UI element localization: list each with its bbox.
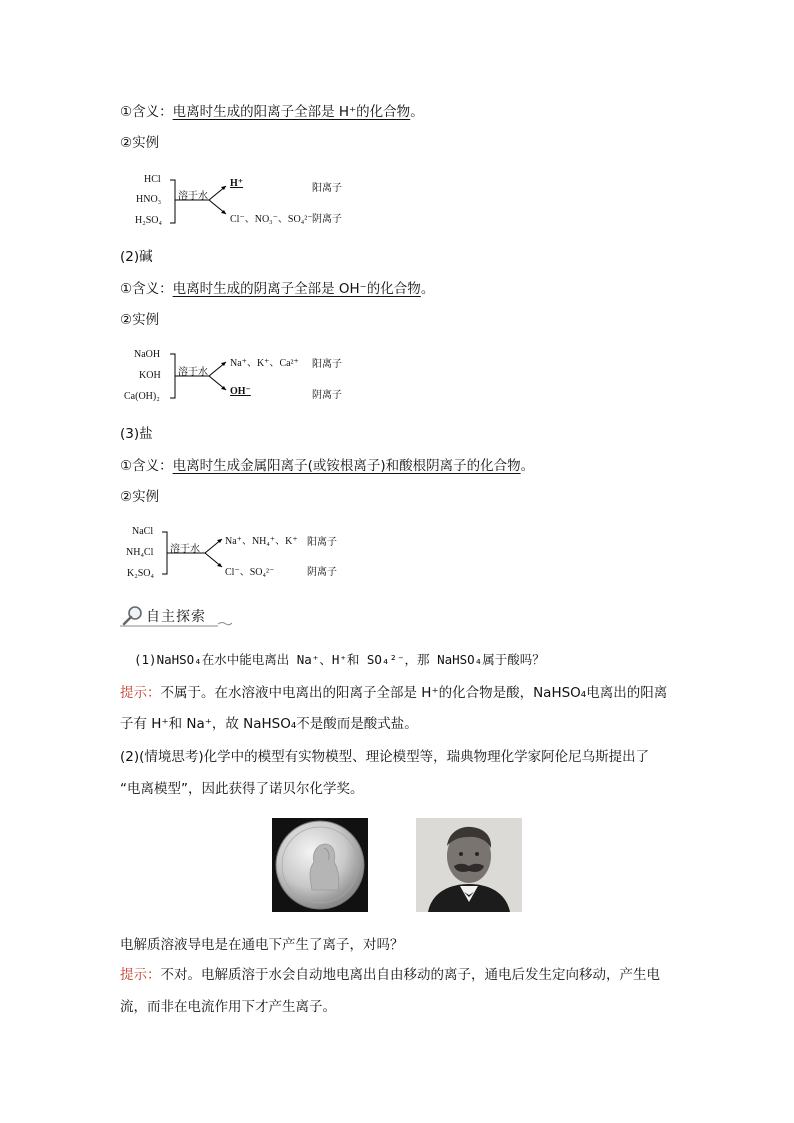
salt-definition-end: 。	[520, 458, 535, 474]
acid-definition-prefix: ①含义：	[120, 104, 173, 120]
salt-heading: (3)盐	[120, 426, 153, 442]
question-2-line-2: “电离模型”，因此获得了诺贝尔化学奖。	[120, 781, 364, 797]
answer-3-line-1	[120, 965, 660, 985]
salt-solvent: 溶于水	[170, 544, 200, 555]
base-left-3: Ca(OH)₂	[124, 391, 160, 402]
base-definition-end: 。	[420, 281, 435, 297]
hint-label-3: 提示：	[120, 967, 161, 983]
base-definition-prefix: ①含义：	[120, 281, 173, 297]
question-1: (1)NaHSO₄在水中能电离出 Na⁺、H⁺和 SO₄²⁻，那 NaHSO₄属于酸吗？	[134, 652, 545, 667]
banner-title: 自主探索	[146, 609, 206, 625]
acid-ion-top: H⁺	[230, 178, 244, 189]
base-left-2: KOH	[139, 370, 161, 381]
salt-definition: 电离时生成金属阳离子(或铵根离子)和酸根阴离子的化合物	[172, 458, 521, 474]
salt-ion-top: Na⁺、NH₄⁺、K⁺	[225, 536, 298, 547]
salt-example-label: ②实例	[120, 489, 160, 505]
portrait-illustration	[416, 818, 522, 912]
base-ionization-diagram	[112, 346, 392, 412]
salt-left-1: NaCl	[132, 526, 154, 537]
acid-label-bottom: 阴离子	[312, 214, 342, 225]
acid-definition-line	[120, 102, 424, 122]
base-solvent: 溶于水	[178, 367, 208, 378]
answer-1-line-2: 子有 H⁺和 Na⁺，故 NaHSO₄不是酸而是酸式盐。	[120, 716, 418, 732]
salt-ion-bottom: Cl⁻、SO₄²⁻	[225, 567, 275, 578]
acid-left-3: H₂SO₄	[135, 215, 162, 226]
acid-definition-end: 。	[410, 104, 424, 120]
acid-left-2: HNO₃	[136, 194, 162, 205]
salt-label-top: 阳离子	[307, 537, 337, 548]
salt-definition-prefix: ①含义：	[120, 458, 173, 474]
answer-3-text-1: 不对。电解质溶于水会自动地电离出自由移动的离子，通电后发生定向移动，产生电	[160, 967, 660, 983]
arrhenius-portrait-image	[416, 818, 522, 912]
base-heading: (2)碱	[120, 249, 153, 265]
acid-definition: 电离时生成的阳离子全部是 H⁺的化合物	[172, 104, 411, 120]
answer-1-line-1	[120, 683, 667, 703]
salt-left-3: K₂SO₄	[127, 568, 154, 579]
base-left-1: NaOH	[134, 349, 161, 360]
base-definition-line	[120, 279, 434, 299]
magnifier-icon	[122, 605, 144, 627]
salt-definition-line	[120, 456, 534, 476]
salt-ionization-diagram	[112, 523, 392, 589]
base-definition: 电离时生成的阴离子全部是 OH⁻的化合物	[172, 281, 421, 297]
base-ion-bottom: OH⁻	[230, 386, 251, 397]
question-2-line-1: (2)(情境思考)化学中的模型有实物模型、理论模型等，瑞典物理化学家阿伦尼乌斯提出了	[120, 749, 650, 765]
self-explore-banner	[120, 604, 232, 628]
acid-left-1: HCl	[144, 174, 161, 185]
hint-label-1: 提示：	[120, 685, 161, 701]
salt-left-2: NH₄Cl	[126, 547, 154, 558]
answer-1-text-1: 不属于。在水溶液中电离出的阳离子全部是 H⁺的化合物是酸，NaHSO₄电离出的阳离	[160, 685, 668, 701]
base-ion-top: Na⁺、K⁺、Ca²⁺	[230, 358, 299, 369]
acid-label-top: 阳离子	[312, 183, 342, 194]
question-3: 电解质溶液导电是在通电下产生了离子，对吗？	[120, 937, 404, 953]
base-label-bottom: 阴离子	[312, 390, 342, 401]
base-label-top: 阳离子	[312, 359, 342, 370]
salt-label-bottom: 阴离子	[307, 567, 337, 578]
acid-example-label: ②实例	[120, 135, 160, 151]
answer-3-line-2: 流，而非在电流作用下才产生离子。	[120, 999, 336, 1015]
acid-solvent: 溶于水	[178, 191, 208, 202]
nobel-medal-image	[272, 818, 368, 912]
medal-illustration	[272, 818, 368, 912]
base-example-label: ②实例	[120, 312, 160, 328]
acid-ionization-diagram	[112, 170, 392, 236]
acid-ion-bottom: Cl⁻、NO₃⁻、SO₄²⁻	[230, 214, 313, 225]
